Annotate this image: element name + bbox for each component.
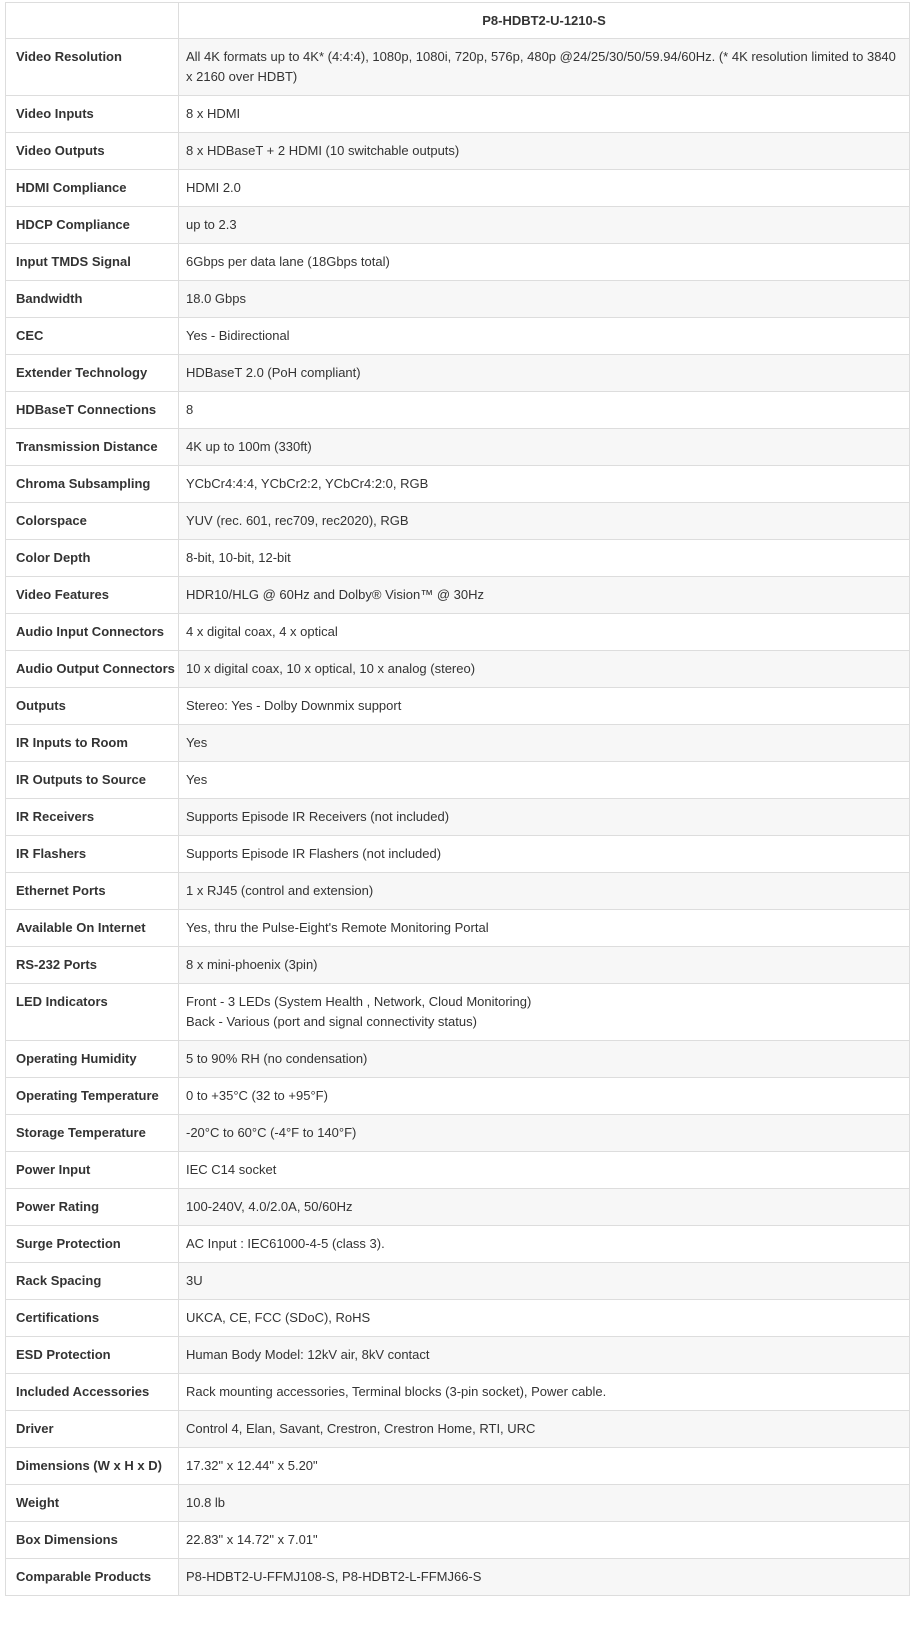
spec-value bbox=[179, 392, 910, 429]
spec-value-line: YCbCr4:4:4, YCbCr2:2, YCbCr4:2:0, RGB bbox=[186, 476, 429, 491]
table-row bbox=[6, 1448, 910, 1485]
spec-value-line: 10 x digital coax, 10 x optical, 10 x analog (stereo) bbox=[186, 661, 476, 676]
spec-value-line: 1 x RJ45 (control and extension) bbox=[186, 883, 374, 898]
table-row bbox=[6, 836, 910, 873]
table-row bbox=[6, 799, 910, 836]
table-header-row bbox=[6, 3, 910, 39]
spec-value-line: 100-240V, 4.0/2.0A, 50/60Hz bbox=[186, 1199, 353, 1214]
table-row bbox=[6, 614, 910, 651]
table-row bbox=[6, 1300, 910, 1337]
spec-value bbox=[179, 1300, 910, 1337]
spec-table bbox=[5, 2, 910, 1596]
spec-label: Extender Technology bbox=[6, 355, 179, 392]
spec-label: Driver bbox=[6, 1411, 179, 1448]
spec-value-line: 0 to +35°C (32 to +95°F) bbox=[186, 1088, 328, 1103]
spec-value-line: 8 bbox=[186, 402, 194, 417]
spec-value bbox=[179, 725, 910, 762]
spec-table-body bbox=[6, 39, 910, 1596]
table-row bbox=[6, 39, 910, 96]
spec-value bbox=[179, 540, 910, 577]
spec-label: Transmission Distance bbox=[6, 429, 179, 466]
table-row bbox=[6, 651, 910, 688]
spec-value-line: HDBaseT 2.0 (PoH compliant) bbox=[186, 365, 361, 380]
spec-label: Colorspace bbox=[6, 503, 179, 540]
spec-value bbox=[179, 651, 910, 688]
spec-value-line: P8-HDBT2-U-FFMJ108-S, P8-HDBT2-L-FFMJ66-S bbox=[186, 1569, 482, 1584]
spec-value-line: 4K up to 100m (330ft) bbox=[186, 439, 312, 454]
table-row bbox=[6, 762, 910, 799]
spec-value bbox=[179, 1522, 910, 1559]
table-row bbox=[6, 1226, 910, 1263]
spec-value bbox=[179, 318, 910, 355]
table-row bbox=[6, 1485, 910, 1522]
spec-label: Dimensions (W x H x D) bbox=[6, 1448, 179, 1485]
spec-value-line: Yes bbox=[186, 735, 208, 750]
spec-value bbox=[179, 910, 910, 947]
spec-value bbox=[179, 1152, 910, 1189]
spec-value-line: Control 4, Elan, Savant, Crestron, Crestron Home, RTI, URC bbox=[186, 1421, 536, 1436]
table-row bbox=[6, 725, 910, 762]
table-row bbox=[6, 503, 910, 540]
table-row bbox=[6, 577, 910, 614]
spec-value-line: 8 x mini-phoenix (3pin) bbox=[186, 957, 318, 972]
table-row bbox=[6, 207, 910, 244]
spec-value bbox=[179, 1189, 910, 1226]
spec-value-line: YUV (rec. 601, rec709, rec2020), RGB bbox=[186, 513, 409, 528]
spec-label: Video Outputs bbox=[6, 133, 179, 170]
spec-value-line: Back - Various (port and signal connectivity status) bbox=[186, 1014, 477, 1029]
table-row bbox=[6, 355, 910, 392]
spec-label: CEC bbox=[6, 318, 179, 355]
table-row bbox=[6, 1189, 910, 1226]
table-row bbox=[6, 392, 910, 429]
spec-value bbox=[179, 1263, 910, 1300]
spec-label: Certifications bbox=[6, 1300, 179, 1337]
table-row bbox=[6, 281, 910, 318]
spec-value bbox=[179, 1374, 910, 1411]
spec-value-line: -20°C to 60°C (-4°F to 140°F) bbox=[186, 1125, 357, 1140]
table-row bbox=[6, 1559, 910, 1596]
spec-value bbox=[179, 133, 910, 170]
spec-label: HDMI Compliance bbox=[6, 170, 179, 207]
spec-label: HDCP Compliance bbox=[6, 207, 179, 244]
spec-value-line: HDMI 2.0 bbox=[186, 180, 241, 195]
spec-value bbox=[179, 1411, 910, 1448]
spec-value bbox=[179, 1041, 910, 1078]
header-blank-cell bbox=[6, 3, 179, 39]
spec-label: Video Inputs bbox=[6, 96, 179, 133]
spec-value-line: 4 x digital coax, 4 x optical bbox=[186, 624, 338, 639]
table-row bbox=[6, 1374, 910, 1411]
table-row bbox=[6, 1522, 910, 1559]
spec-value-line: Supports Episode IR Flashers (not included) bbox=[186, 846, 442, 861]
spec-value bbox=[179, 614, 910, 651]
spec-value-line: 22.83" x 14.72" x 7.01" bbox=[186, 1532, 318, 1547]
spec-label: LED Indicators bbox=[6, 984, 179, 1041]
spec-value-line: IEC C14 socket bbox=[186, 1162, 277, 1177]
table-row bbox=[6, 96, 910, 133]
spec-value-line: Supports Episode IR Receivers (not included) bbox=[186, 809, 450, 824]
spec-label: Audio Output Connectors bbox=[6, 651, 179, 688]
spec-value-line: All 4K formats up to 4K* (4:4:4), 1080p, 1080i, 720p, 576p, 480p @24/25/30/50/59.94/60Hz. (* 4K resolution limited to 3840 x 2160 over HDBT) bbox=[186, 49, 896, 84]
spec-label: IR Inputs to Room bbox=[6, 725, 179, 762]
spec-value-line: AC Input : IEC61000-4-5 (class 3). bbox=[186, 1236, 385, 1251]
table-row bbox=[6, 873, 910, 910]
table-row bbox=[6, 1263, 910, 1300]
spec-label: Rack Spacing bbox=[6, 1263, 179, 1300]
spec-label: Input TMDS Signal bbox=[6, 244, 179, 281]
spec-value-line: Stereo: Yes - Dolby Downmix support bbox=[186, 698, 402, 713]
spec-label: ESD Protection bbox=[6, 1337, 179, 1374]
spec-label: Power Rating bbox=[6, 1189, 179, 1226]
spec-label: Video Features bbox=[6, 577, 179, 614]
spec-value bbox=[179, 577, 910, 614]
table-row bbox=[6, 466, 910, 503]
table-row bbox=[6, 1337, 910, 1374]
spec-label: Outputs bbox=[6, 688, 179, 725]
spec-value bbox=[179, 244, 910, 281]
spec-label: Video Resolution bbox=[6, 39, 179, 96]
spec-label: Included Accessories bbox=[6, 1374, 179, 1411]
spec-label: HDBaseT Connections bbox=[6, 392, 179, 429]
table-row bbox=[6, 1152, 910, 1189]
spec-value bbox=[179, 1078, 910, 1115]
spec-label: RS-232 Ports bbox=[6, 947, 179, 984]
spec-value-line: up to 2.3 bbox=[186, 217, 237, 232]
spec-value bbox=[179, 466, 910, 503]
spec-value-line: 5 to 90% RH (no condensation) bbox=[186, 1051, 368, 1066]
spec-value-line: 18.0 Gbps bbox=[186, 291, 246, 306]
spec-value-line: 8 x HDBaseT + 2 HDMI (10 switchable outputs) bbox=[186, 143, 460, 158]
spec-value-line: Human Body Model: 12kV air, 8kV contact bbox=[186, 1347, 430, 1362]
spec-value bbox=[179, 355, 910, 392]
table-row bbox=[6, 133, 910, 170]
spec-label: Ethernet Ports bbox=[6, 873, 179, 910]
spec-value bbox=[179, 503, 910, 540]
spec-value bbox=[179, 429, 910, 466]
spec-value bbox=[179, 1559, 910, 1596]
spec-value bbox=[179, 170, 910, 207]
spec-value-line: UKCA, CE, FCC (SDoC), RoHS bbox=[186, 1310, 371, 1325]
spec-label: IR Flashers bbox=[6, 836, 179, 873]
spec-label: Storage Temperature bbox=[6, 1115, 179, 1152]
table-row bbox=[6, 540, 910, 577]
table-row bbox=[6, 170, 910, 207]
spec-value-line: 17.32" x 12.44" x 5.20" bbox=[186, 1458, 318, 1473]
table-row bbox=[6, 688, 910, 725]
spec-value bbox=[179, 96, 910, 133]
table-row bbox=[6, 1411, 910, 1448]
header-product-model: P8-HDBT2-U-1210-S bbox=[179, 3, 910, 39]
spec-label: Operating Humidity bbox=[6, 1041, 179, 1078]
spec-value-line: Yes bbox=[186, 772, 208, 787]
spec-label: Color Depth bbox=[6, 540, 179, 577]
spec-value-line: Rack mounting accessories, Terminal blocks (3-pin socket), Power cable. bbox=[186, 1384, 607, 1399]
table-row bbox=[6, 910, 910, 947]
spec-label: Comparable Products bbox=[6, 1559, 179, 1596]
table-row bbox=[6, 1041, 910, 1078]
spec-value bbox=[179, 1226, 910, 1263]
spec-value bbox=[179, 799, 910, 836]
spec-value-line: Yes, thru the Pulse-Eight's Remote Monitoring Portal bbox=[186, 920, 489, 935]
spec-value-line: Front - 3 LEDs (System Health , Network, Cloud Monitoring) bbox=[186, 994, 532, 1009]
spec-value bbox=[179, 762, 910, 799]
spec-label: Chroma Subsampling bbox=[6, 466, 179, 503]
spec-value bbox=[179, 39, 910, 96]
spec-value-line: 6Gbps per data lane (18Gbps total) bbox=[186, 254, 390, 269]
spec-value-line: 10.8 lb bbox=[186, 1495, 226, 1510]
table-row bbox=[6, 1115, 910, 1152]
table-row bbox=[6, 429, 910, 466]
spec-value bbox=[179, 947, 910, 984]
table-row bbox=[6, 984, 910, 1041]
spec-value-line: 8 x HDMI bbox=[186, 106, 241, 121]
spec-value bbox=[179, 1115, 910, 1152]
spec-value bbox=[179, 1448, 910, 1485]
spec-value bbox=[179, 1337, 910, 1374]
spec-value-line: Yes - Bidirectional bbox=[186, 328, 290, 343]
spec-label: Available On Internet bbox=[6, 910, 179, 947]
spec-label: Surge Protection bbox=[6, 1226, 179, 1263]
spec-label: IR Receivers bbox=[6, 799, 179, 836]
spec-label: Box Dimensions bbox=[6, 1522, 179, 1559]
table-row bbox=[6, 1078, 910, 1115]
spec-value-line: 8-bit, 10-bit, 12-bit bbox=[186, 550, 291, 565]
spec-label: Weight bbox=[6, 1485, 179, 1522]
table-row bbox=[6, 318, 910, 355]
spec-value bbox=[179, 207, 910, 244]
spec-value bbox=[179, 1485, 910, 1522]
spec-label: IR Outputs to Source bbox=[6, 762, 179, 799]
table-row bbox=[6, 244, 910, 281]
spec-value bbox=[179, 688, 910, 725]
spec-label: Bandwidth bbox=[6, 281, 179, 318]
spec-value bbox=[179, 836, 910, 873]
spec-label: Operating Temperature bbox=[6, 1078, 179, 1115]
spec-value bbox=[179, 984, 910, 1041]
spec-value bbox=[179, 873, 910, 910]
spec-value bbox=[179, 281, 910, 318]
spec-value-line: 3U bbox=[186, 1273, 203, 1288]
spec-value-line: HDR10/HLG @ 60Hz and Dolby® Vision™ @ 30Hz bbox=[186, 587, 485, 602]
spec-label: Power Input bbox=[6, 1152, 179, 1189]
spec-label: Audio Input Connectors bbox=[6, 614, 179, 651]
table-row bbox=[6, 947, 910, 984]
